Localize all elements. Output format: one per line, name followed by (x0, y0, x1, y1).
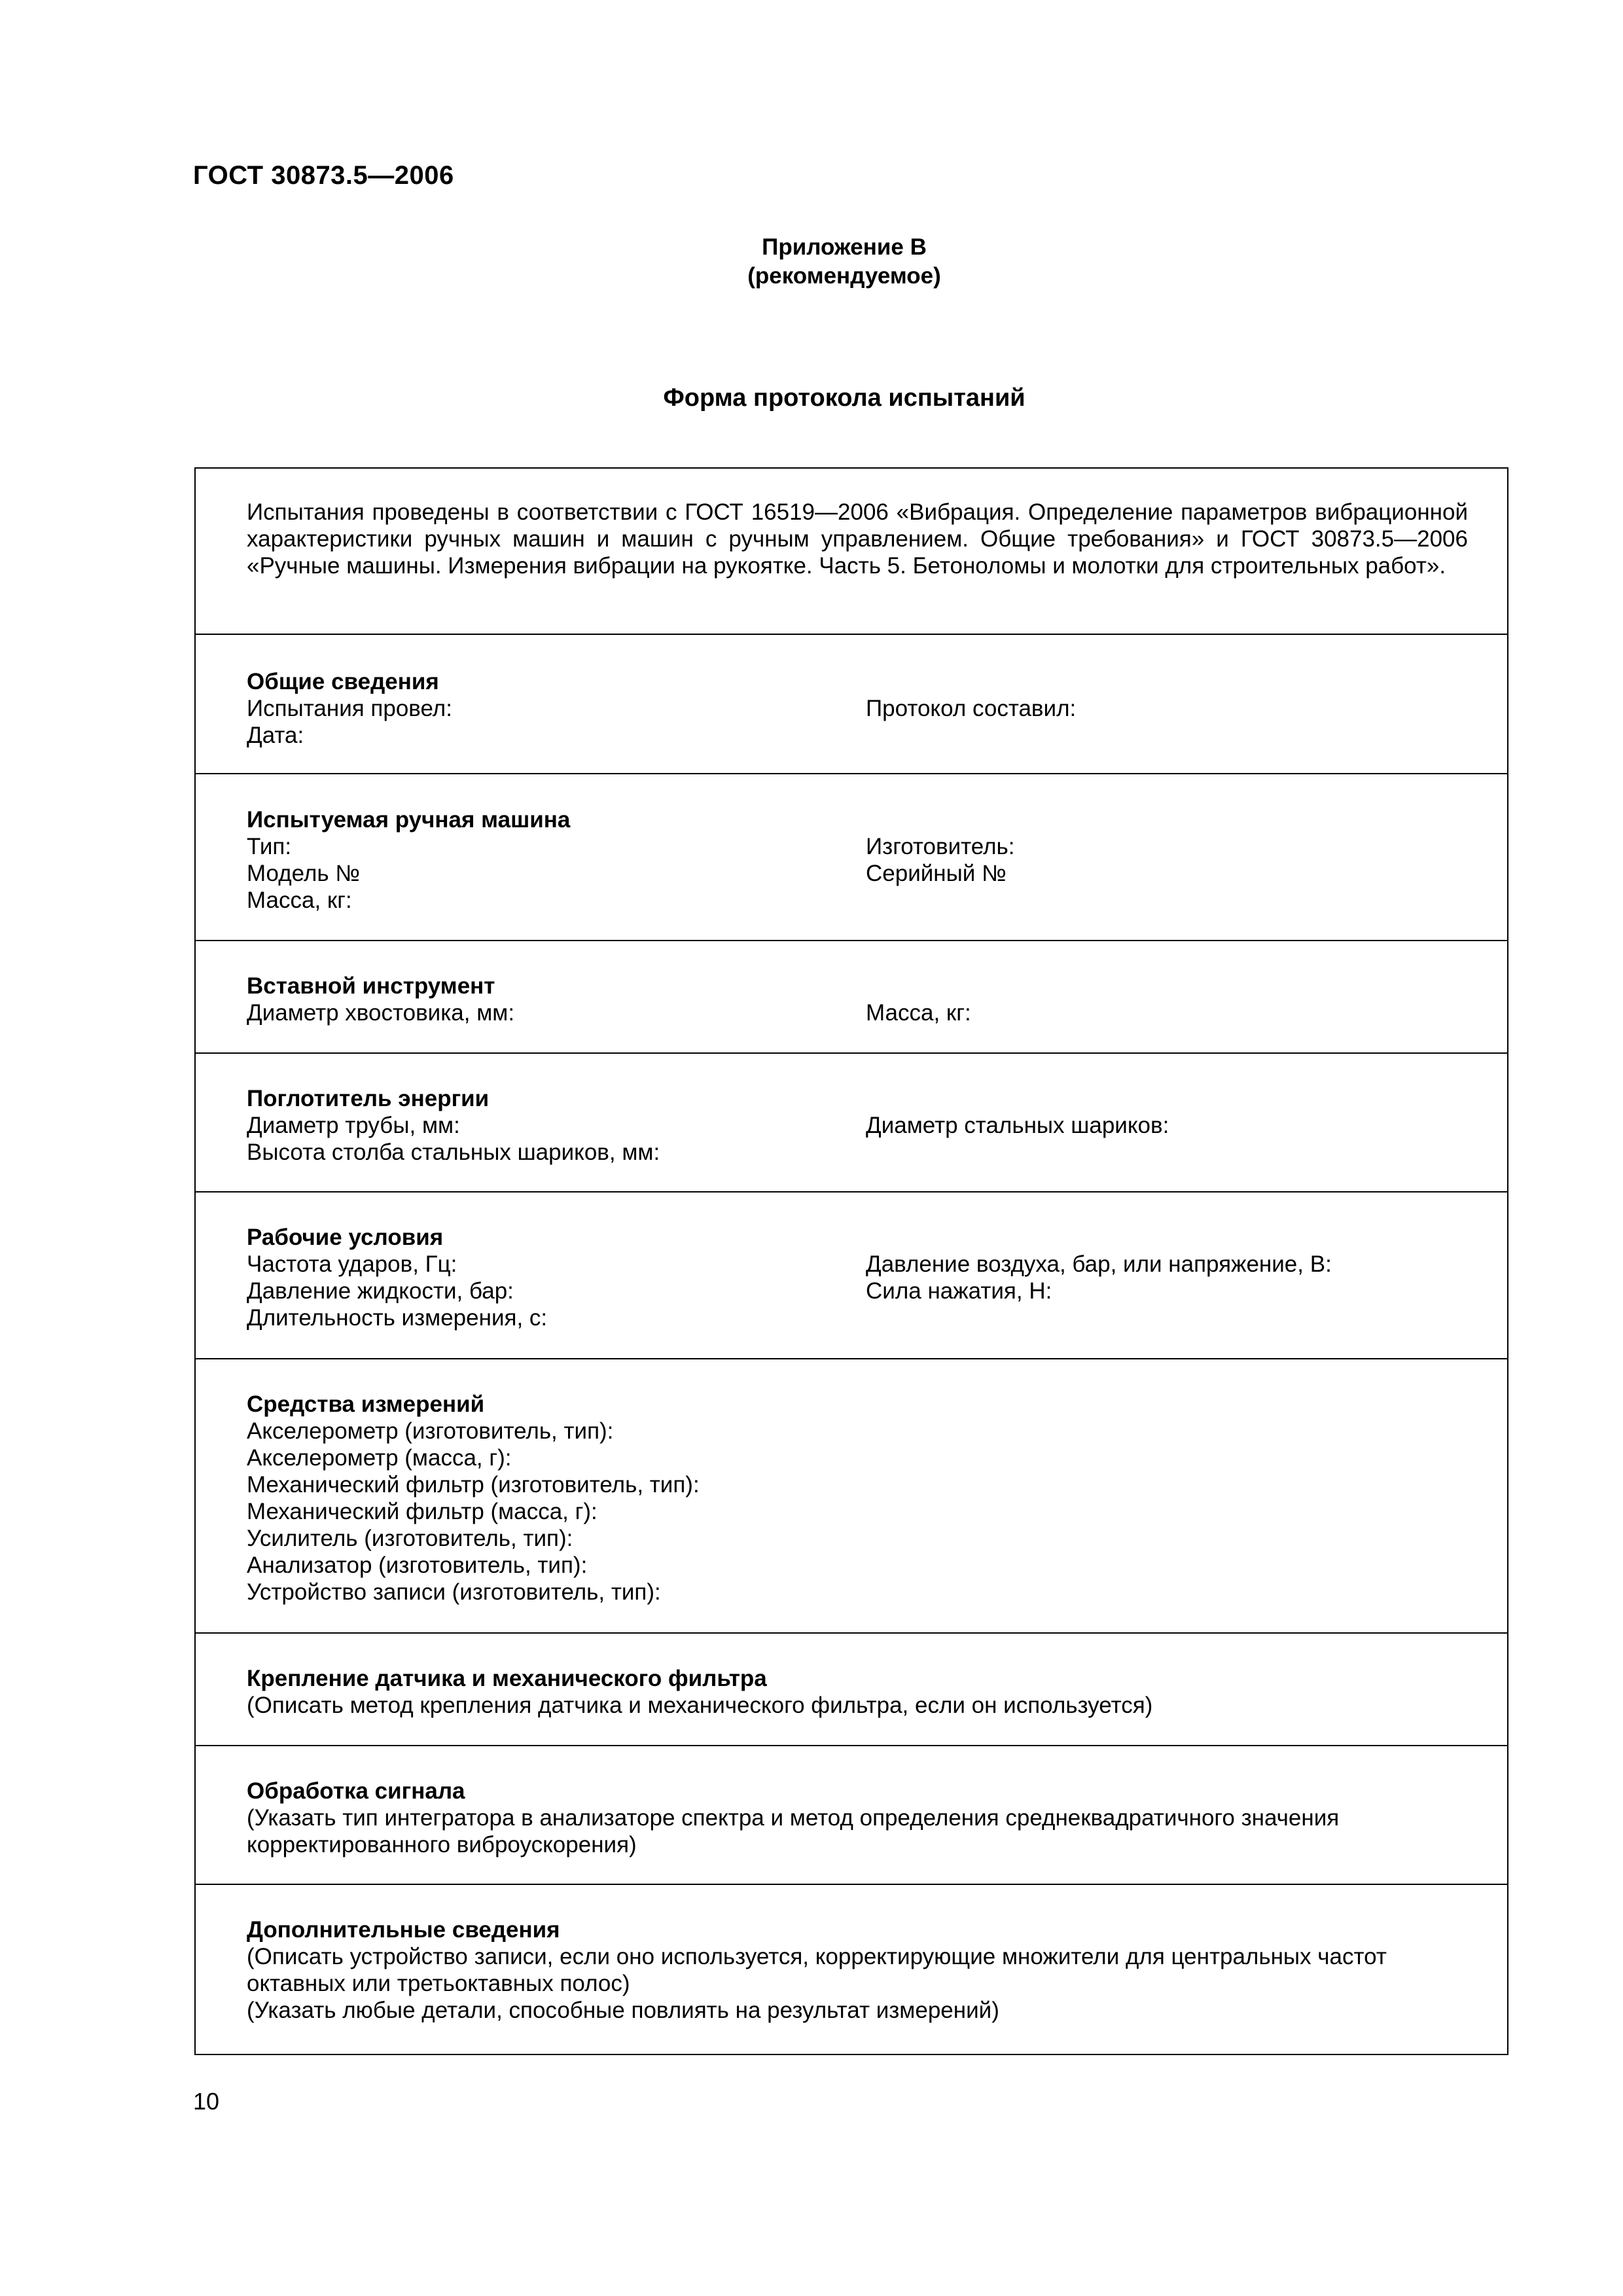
machine-field: Изготовитель: (866, 834, 1015, 859)
tool-field: Масса, кг: (866, 1000, 971, 1026)
absorber-title: Поглотитель энергии (247, 1086, 490, 1111)
machine-field: Модель № (247, 861, 360, 886)
conditions-field: Сила нажатия, Н: (866, 1278, 1052, 1304)
machine-title: Испытуемая ручная машина (247, 807, 571, 833)
additional-note: (Указать любые детали, способные повлиять на результат измерений) (247, 1998, 999, 2023)
machine-left (247, 833, 813, 914)
conditions-field: Давление жидкости, бар: (247, 1278, 514, 1304)
tool-title: Вставной инструмент (247, 973, 495, 999)
absorber-right (866, 1112, 1481, 1139)
general-field: Испытания провел: (247, 696, 452, 721)
general-right (866, 695, 1481, 722)
tool-field: Диаметр хвостовика, мм: (247, 1000, 515, 1026)
machine-field: Серийный № (866, 861, 1007, 886)
signal-note: (Указать тип интегратора в анализаторе спектра и метод определения среднеквадратичного значения корректированного виброускорения) (247, 1805, 1340, 1857)
machine-field: Тип: (247, 834, 292, 859)
general-field: Протокол составил: (866, 696, 1077, 721)
tool-section (196, 941, 1507, 1054)
instruments-section (196, 1359, 1507, 1634)
appendix-title: Приложение В (762, 234, 927, 260)
protocol-form (194, 467, 1508, 2055)
general-left (247, 695, 813, 749)
instrument-field: Усилитель (изготовитель, тип): (247, 1526, 573, 1551)
machine-field: Масса, кг: (247, 888, 352, 913)
conditions-right (866, 1251, 1481, 1304)
conditions-left (247, 1251, 813, 1331)
additional-title: Дополнительные сведения (247, 1917, 560, 1943)
absorber-field: Диаметр трубы, мм: (247, 1113, 460, 1138)
mounting-section (196, 1634, 1507, 1746)
mounting-note: (Описать метод крепления датчика и механического фильтра, если он используется) (247, 1693, 1153, 1718)
machine-right (866, 833, 1481, 887)
additional-note: (Описать устройство записи, если оно используется, корректирующие множители для центральных частот октавных или третьоктавных полос) (247, 1944, 1387, 1996)
instrument-field: Акселерометр (изготовитель, тип): (247, 1418, 614, 1444)
absorber-field: Диаметр стальных шариков: (866, 1113, 1169, 1138)
tool-left (247, 999, 813, 1026)
conditions-title: Рабочие условия (247, 1225, 444, 1250)
conditions-section (196, 1193, 1507, 1359)
tool-right (866, 999, 1481, 1026)
appendix-heading (0, 233, 1623, 291)
page-number: 10 (193, 2088, 220, 2115)
instrument-field: Анализатор (изготовитель, тип): (247, 1552, 588, 1578)
instrument-field: Акселерометр (масса, г): (247, 1445, 512, 1471)
machine-section (196, 774, 1507, 941)
conditions-field: Давление воздуха, бар, или напряжение, В: (866, 1251, 1332, 1277)
conditions-field: Длительность измерения, с: (247, 1305, 548, 1331)
document-code: ГОСТ 30873.5—2006 (193, 161, 454, 190)
instrument-field: Механический фильтр (изготовитель, тип): (247, 1472, 700, 1498)
mounting-title: Крепление датчика и механического фильтра (247, 1666, 767, 1691)
mounting-text (247, 1692, 1468, 1719)
form-title: Форма протокола испытаний (663, 384, 1026, 412)
absorber-left (247, 1112, 813, 1166)
instrument-field: Механический фильтр (масса, г): (247, 1499, 597, 1524)
conditions-field: Частота ударов, Гц: (247, 1251, 457, 1277)
signal-title: Обработка сигнала (247, 1778, 465, 1804)
intro-text: Испытания проведены в соответствии с ГОСТ 16519—2006 «Вибрация. Определение параметров вибрационной характеристики ручных машин и машин с ручным управлением. Общие требования» и ГОСТ 30873.5—2006 «Ручные машины. Измерения вибрации на рукоятке. Часть 5. Бетоноломы и молотки для строительных работ». (247, 499, 1468, 579)
instruments-title: Средства измерений (247, 1391, 485, 1417)
absorber-field: Высота столба стальных шариков, мм: (247, 1139, 660, 1165)
appendix-status: (рекомендуемое) (747, 263, 941, 289)
signal-text (247, 1804, 1468, 1858)
general-section (196, 635, 1507, 774)
additional-text (247, 1943, 1468, 2024)
intro-section (196, 469, 1507, 635)
absorber-section (196, 1054, 1507, 1193)
instruments-list (247, 1418, 1468, 1605)
instrument-field: Устройство записи (изготовитель, тип): (247, 1579, 661, 1605)
general-title: Общие сведения (247, 669, 439, 694)
signal-section (196, 1746, 1507, 1885)
general-field: Дата: (247, 723, 304, 748)
additional-section (196, 1885, 1507, 2056)
